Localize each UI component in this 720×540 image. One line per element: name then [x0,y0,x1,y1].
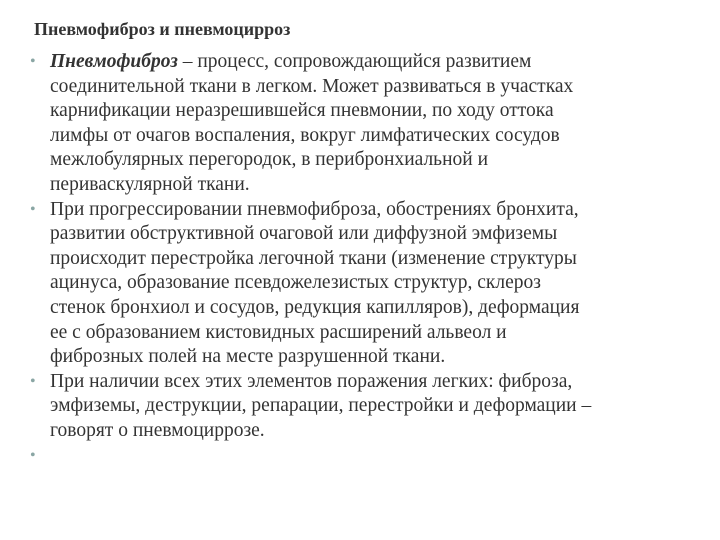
bullet-line: ее с образованием кистовидных расширений альвеол и [50,321,507,343]
bullet-line: стенок бронхиол и сосудов, редукция капилляров), деформация [50,296,580,318]
bullet-item [28,50,688,198]
bullet-line: ацинуса, образование псевдожелезистых структур, склероз [50,272,541,294]
bullet-list [28,50,688,468]
bullet-line: лимфы от очагов воспаления, вокруг лимфатических сосудов [50,124,560,146]
bullet-line: происходит перестройка легочной ткани (изменение структуры [50,247,577,269]
bullet-line: фиброзных полей на месте разрушенной ткани. [50,346,446,368]
bullet-marker-icon: • [30,446,36,464]
bullet-line: развитии обструктивной очаговой или диффузной эмфиземы [50,223,558,245]
slide-title: Пневмофиброз и пневмоцирроз [34,19,291,39]
bullet-line: межлобулярных перегородок, в перибронхиальной и [50,149,489,171]
bullet-line-empty [50,444,688,469]
bullet-item-empty [28,444,688,469]
bullet-line: карнификации неразрешившейся пневмонии, по ходу оттока [50,100,554,122]
bullet-marker-icon: • [30,200,36,218]
term-pneumofibrosis: Пневмофиброз [50,51,178,72]
bullet-line: При наличии всех этих элементов поражения легких: фиброза, [50,370,573,392]
bullet-item [28,370,688,444]
bullet-line: При прогрессировании пневмофиброза, обострениях бронхита, [50,198,579,220]
bullet-line: периваскулярной ткани. [50,173,250,195]
bullet-line: соединительной ткани в легком. Может развиваться в участках [50,75,574,97]
bullet-line [50,50,688,75]
bullet-marker-icon: • [30,372,36,390]
bullet-line: говорят о пневмоциррозе. [50,419,265,441]
bullet-line: эмфиземы, деструкции, репарации, перестройки и деформации – [50,395,592,417]
bullet-marker-icon: • [30,53,36,70]
bullet-text: – процесс, сопровождающийся развитием [177,51,532,72]
bullet-item [28,198,688,370]
